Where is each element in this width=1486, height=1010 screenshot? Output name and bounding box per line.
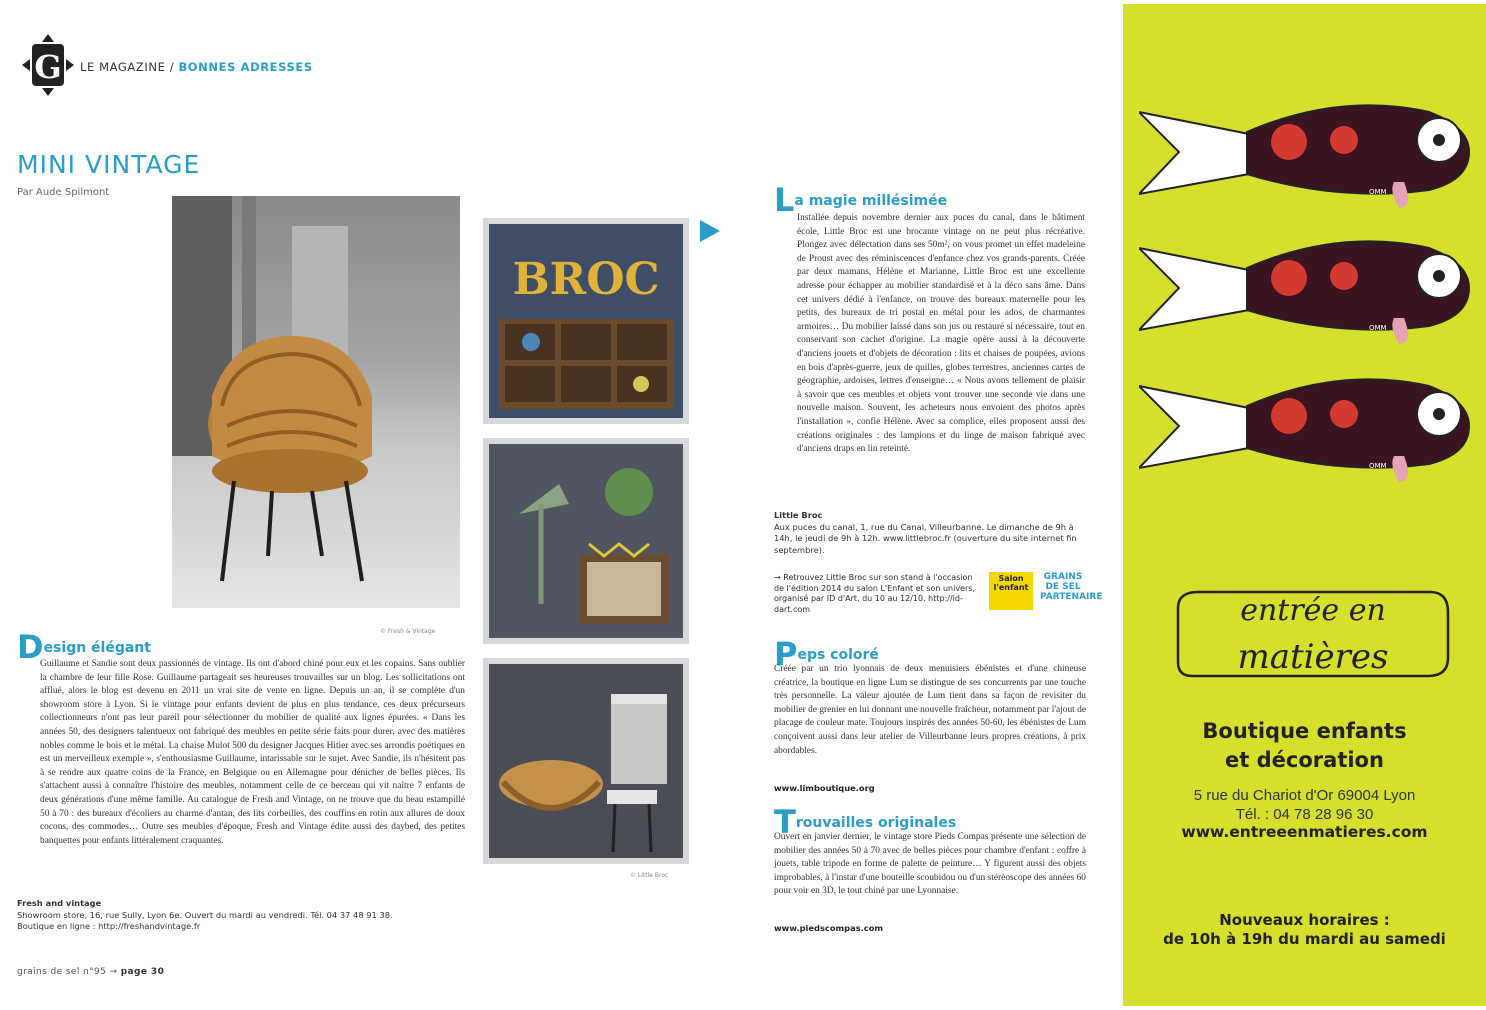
shop-website-link[interactable]: www.piedscompas.com [774, 923, 884, 933]
ad-phone: Tél. : 04 78 28 96 30 [1235, 806, 1374, 823]
folio-page-number: page 30 [120, 967, 165, 977]
ad-hours: de 10h à 19h du mardi au samedi [1163, 930, 1446, 948]
drop-cap: P [774, 635, 798, 673]
shop-name: Fresh and vintage [17, 898, 102, 908]
magazine-logo-icon [22, 34, 74, 96]
rattan-cradle-photo [483, 658, 689, 864]
section-body-design: Guillaume et Sandie sont deux passionnés de vintage. Ils ont d'abord chiné pour eux et les copains. Sans oublier la chambre de leur fille Rose. Guillaume partageait ses heureuses trouvailles sur un blog. Les sollicitations ont afflué, alors le blog est devenu en 2011 un vrai site de vente en ligne. Depuis un an, il se complète d'un showroom store à Lyon. Si le vintage pour enfants devient de plus en plus tendance, ces deux précurseurs collectionneurs n'ont pas leur pareil pour sélectionner du mobilier de qualité aux lignes épurées. « Dans les années 50, des designers talentueux ont fabriqué des meubles en petite série faits pour durer, avec des matières nobles comme le bois et le métal. La chaise Mulot 500 du designer Jacques Hitier avec ses arrondis poétiques en est un merveilleux exemple », s'enthousiasme Guillaume, intarissable sur le sujet. Avec Sandie, ils n'hésitent pas à se rendre aux quatre coins de la France, en Belgique ou en Allemagne pour dénicher de belles pièces. Ils s'attachent aussi à connaître l'histoire des meubles, notamment celle de ce berceau qui vit naître 7 enfants de deux générations d'une même famille. Au catalogue de Fresh and Vintage, on ne trouve que du beau estampillé 50 à 70 : des bureaux d'écoliers au charme d'antan, des lits corbeilles, des couffins en rotin aux allures de doux cocons, des commodes… Outre ses meubles d'époque, Fresh and Vintage édite aussi des daybed, des petites banquettes pour enfants littéralement craquantes. [40, 659, 465, 846]
svg-text:OMM: OMM [1369, 462, 1387, 470]
heading-text: a magie millésimée [794, 193, 948, 209]
heading-text: rouvailles originales [795, 815, 957, 831]
ad-tagline-line: et décoration [1225, 748, 1384, 772]
ad-address [1123, 786, 1486, 824]
section-heading-magie [774, 181, 948, 219]
partner-logo: GRAINS DE SEL PARTENAIRE [1040, 572, 1103, 602]
cradle-illustration [489, 664, 683, 858]
lamp-globe-illustration [489, 444, 683, 638]
rattan-chair-photo [172, 196, 460, 608]
shelves-illustration [489, 224, 683, 418]
section-body-magie: Installée depuis novembre dernier aux puces du canal, dans le bâtiment école, Little Broc est une brocante vintage on ne peut plus récréative. Plongez avec délectation dans ses 50m², on vous promet un effet madeleine de Proust avec des réminiscences d'enfance chez vos grands-parents. Créée par deux mamans, Hélène et Marianne, Little Broc est une excellente adresse pour échapper au mobilier standardisé et à la déco sans âme. Dans cet univers dédié à l'enfance, on trouve des bureaux maternelle pour les petits, des bureaux de tri postal en métal pour les ados, de charmantes armoires… Du mobilier laissé dans son jus ou restauré si nécessaire, tout en conservant son cachet d'origine. La magie opère aussi à la découverte d'anciens jouets et d'objets de décoration : lits et chaises de poupées, avions en bois d'après-guerre, jeux de quilles, globes terrestres, anciennes cartes de géographie, ardoises, lettres d'enseigne… « Nous avons tellement de plaisir à savoir que ces meubles et objets vont trouver une seconde vie dans une nouvelle maison. Souvent, les acheteurs nous envoient des photos après l'installation », confie Hélène. Avec sa complice, elles proposent aussi des créations originales : des lampions et du linge de maison fabriqué avec d'anciens draps en lin reteinté. [797, 213, 1085, 455]
svg-text:OMM: OMM [1369, 188, 1387, 196]
koi-windsock-icon [1139, 218, 1481, 346]
ad-hours-title: Nouveaux horaires : [1219, 911, 1390, 929]
section-body-peps: Créée par un trio lyonnais de deux menuisiers ébénistes et d'une chineuse créatrice, la boutique en ligne Lum se distingue de ses concurrents par une touche très personnelle. La valeur ajoutée de Lum tient dans sa façon de revisiter du mobilier de grenier en lui donnant une nouvelle fraîcheur, notamment par l'ajout de placage de couleur mate. Toujours inspirés des années 50-60, les ébénistes de Lum conçoivent aussi dans leur atelier de Villeurbanne leurs propres créations, à prix abordables. [774, 664, 1086, 756]
folio-arrow-icon: → [106, 967, 121, 977]
svg-text:entrée en: entrée en [1240, 593, 1386, 628]
little-broc-shop-photo [483, 218, 689, 424]
breadcrumb-magazine[interactable]: LE MAGAZINE [80, 60, 166, 74]
svg-text:BROC: BROC [512, 254, 660, 305]
photo-credit: © Little Broc [630, 872, 669, 879]
advertisement-panel[interactable] [1123, 4, 1486, 1006]
rattan-chair-illustration [172, 196, 460, 608]
entree-en-matieres-logo [1168, 578, 1458, 688]
section-body-trouvailles: Ouvert en janvier dernier, le vintage store Pieds Compas présente une sélection de mobilier des années 50 à 70 avec de belles pièces pour chambre d'enfant : coffre à jouets, table tripode en forme de palette de peinture… Y figurent aussi des objets improbables, à l'instar d'une bouteille scoubidou ou d'un stéréoscope des années 60 pour voir en 3D, le tout chiné par une Lyonnaise. [774, 832, 1086, 897]
breadcrumb [80, 60, 313, 74]
drop-cap: D [17, 628, 44, 666]
ad-website-link[interactable]: www.entreeenmatieres.com [1181, 823, 1428, 841]
play-arrow-icon [700, 220, 720, 242]
svg-text:OMM: OMM [1369, 324, 1387, 332]
svg-text:G: G [34, 48, 62, 86]
drop-cap: T [774, 803, 796, 841]
ad-street-address: 5 rue du Chariot d'Or 69004 Lyon [1193, 787, 1416, 804]
address-block-design [17, 898, 457, 933]
address-block-magie [774, 510, 1086, 556]
shop-website-link[interactable]: www.limboutique.org [774, 783, 875, 793]
svg-text:matières: matières [1237, 637, 1389, 677]
salon-logo: Salon l'enfant [989, 572, 1033, 610]
shop-name: Little Broc [774, 510, 823, 520]
shop-address: Aux puces du canal, 1, rue du Canal, Villeurbanne. Le dimanche de 9h à 14h, le jeudi de 9h à 12h. www.littlebroc.fr (ouverture du site internet fin septembre). [774, 521, 1077, 555]
article-title: MINI VINTAGE [17, 150, 201, 179]
ad-tagline [1123, 717, 1486, 775]
ad-tagline-line: Boutique enfants [1202, 719, 1407, 743]
lamp-globe-photo [483, 438, 689, 644]
breadcrumb-section[interactable]: BONNES ADRESSES [178, 60, 313, 74]
page-folio [17, 967, 164, 977]
heading-text: esign élégant [43, 640, 151, 656]
section-heading-design [17, 628, 151, 666]
koi-windsock-icon [1139, 356, 1481, 484]
article-byline: Par Aude Spilmont [17, 187, 110, 198]
folio-magazine: grains de sel n°95 [17, 967, 107, 977]
breadcrumb-separator: / [165, 60, 179, 74]
heading-text: eps coloré [797, 647, 879, 663]
drop-cap: L [774, 181, 795, 219]
salon-promo-text: → Retrouvez Little Broc sur son stand à l'occasion de l'édition 2014 du salon L'Enfant et son univers, organisé par ID d'Art, du 10 au 12/10. http://id-dart.com [774, 573, 975, 614]
photo-credit: © Fresh & Vintage [380, 628, 436, 635]
shop-address: Showroom store, 16, rue Sully, Lyon 6e. Ouvert du mardi au vendredi. Tél. 04 37 48 91 38. [17, 909, 393, 920]
koi-windsock-icon [1139, 82, 1481, 210]
shop-website[interactable]: Boutique en ligne : http://freshandvintage.fr [17, 921, 201, 931]
